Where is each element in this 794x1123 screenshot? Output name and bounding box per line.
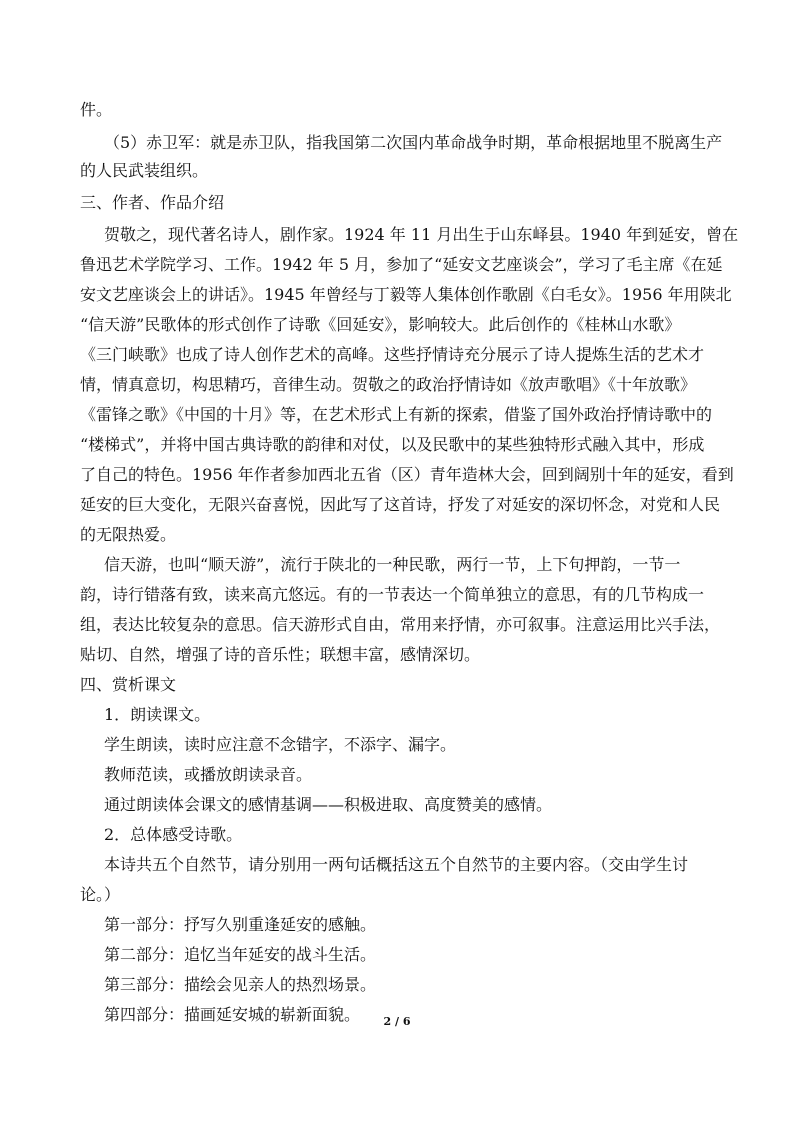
page-number: 2 / 6 bbox=[383, 1015, 411, 1028]
text-line: 第二部分：追忆当年延安的战斗生活。 bbox=[104, 945, 377, 964]
section-heading: 四、赏析课文 bbox=[80, 675, 177, 694]
text-line: 延安的巨大变化，无限兴奋喜悦，因此写了这首诗，抒发了对延安的深切怀念，对党和人民 bbox=[80, 495, 721, 514]
text-line: 的无限热爱。 bbox=[80, 525, 177, 544]
text-line: “信天游”民歌体的形式创作了诗歌《回延安》，影响较大。此后创作的《桂林山水歌》 bbox=[80, 315, 681, 334]
text-line: 韵，诗行错落有致，读来高亢悠远。有的一节表达一个简单独立的意思，有的几节构成一 bbox=[80, 585, 705, 604]
text-line: 本诗共五个自然节，请分别用一两句话概括这五个自然节的主要内容。（交由学生讨 bbox=[104, 855, 689, 874]
text-line: 组，表达比较复杂的意思。信天游形式自由，常用来抒情，亦可叙事。注意运用比兴手法， bbox=[80, 615, 721, 634]
text-line: 情，情真意切，构思精巧，音律生动。贺敬之的政治抒情诗如《放声歌唱》《十年放歌》 bbox=[80, 375, 697, 394]
text-line: 贴切、自然，增强了诗的音乐性；联想丰富，感情深切。 bbox=[80, 645, 481, 664]
text-line: “楼梯式”，并将中国古典诗歌的韵律和对仗，以及民歌中的某些独特形式融入其中，形成 bbox=[80, 435, 705, 454]
text-line: 2．总体感受诗歌。 bbox=[104, 825, 243, 844]
text-line: 了自己的特色。1956 年作者参加西北五省（区）青年造林大会，回到阔别十年的延安，看到 bbox=[80, 465, 734, 484]
text-line: 安文艺座谈会上的讲话》。1945 年曾经与丁毅等人集体创作歌剧《白毛女》。1956 年用陕北 bbox=[80, 285, 732, 304]
text-line: 第三部分：描绘会见亲人的热烈场景。 bbox=[104, 975, 377, 994]
text-line: 《三门峡歌》也成了诗人创作艺术的高峰。这些抒情诗充分展示了诗人提炼生活的艺术才 bbox=[80, 345, 705, 364]
text-line: （5）赤卫军：就是赤卫队，指我国第二次国内革命战争时期，革命根据地里不脱离生产 bbox=[104, 133, 723, 152]
text-line: 1．朗读课文。 bbox=[104, 705, 211, 724]
text-line: 教师范读，或播放朗读录音。 bbox=[104, 765, 313, 784]
text-line: 鲁迅艺术学院学习、工作。1942 年 5 月，参加了“延安文艺座谈会”，学习了毛主席《在延 bbox=[80, 255, 723, 274]
text-line: 论。） bbox=[80, 885, 121, 904]
text-line: 通过朗读体会课文的感情基调——积极进取、高度赞美的感情。 bbox=[104, 795, 553, 814]
text-line: 贺敬之，现代著名诗人，剧作家。1924 年 11 月出生于山东峄县。1940 年到延安，曾在 bbox=[104, 225, 739, 244]
text-line: 件。 bbox=[80, 100, 113, 119]
text-line: 信天游，也叫“顺天游”，流行于陕北的一种民歌，两行一节，上下句押韵，一节一 bbox=[104, 555, 681, 574]
text-line: 学生朗读，读时应注意不念错字，不添字、漏字。 bbox=[104, 735, 457, 754]
text-line: 第一部分：抒写久别重逢延安的感触。 bbox=[104, 915, 377, 934]
section-heading: 三、作者、作品介绍 bbox=[80, 193, 225, 212]
text-line: 《雷锋之歌》《中国的十月》等，在艺术形式上有新的探索，借鉴了国外政治抒情诗歌中的 bbox=[80, 405, 713, 424]
text-line: 第四部分：描画延安城的崭新面貌。 bbox=[104, 1005, 361, 1024]
text-line: 的人民武装组织。 bbox=[80, 161, 209, 180]
